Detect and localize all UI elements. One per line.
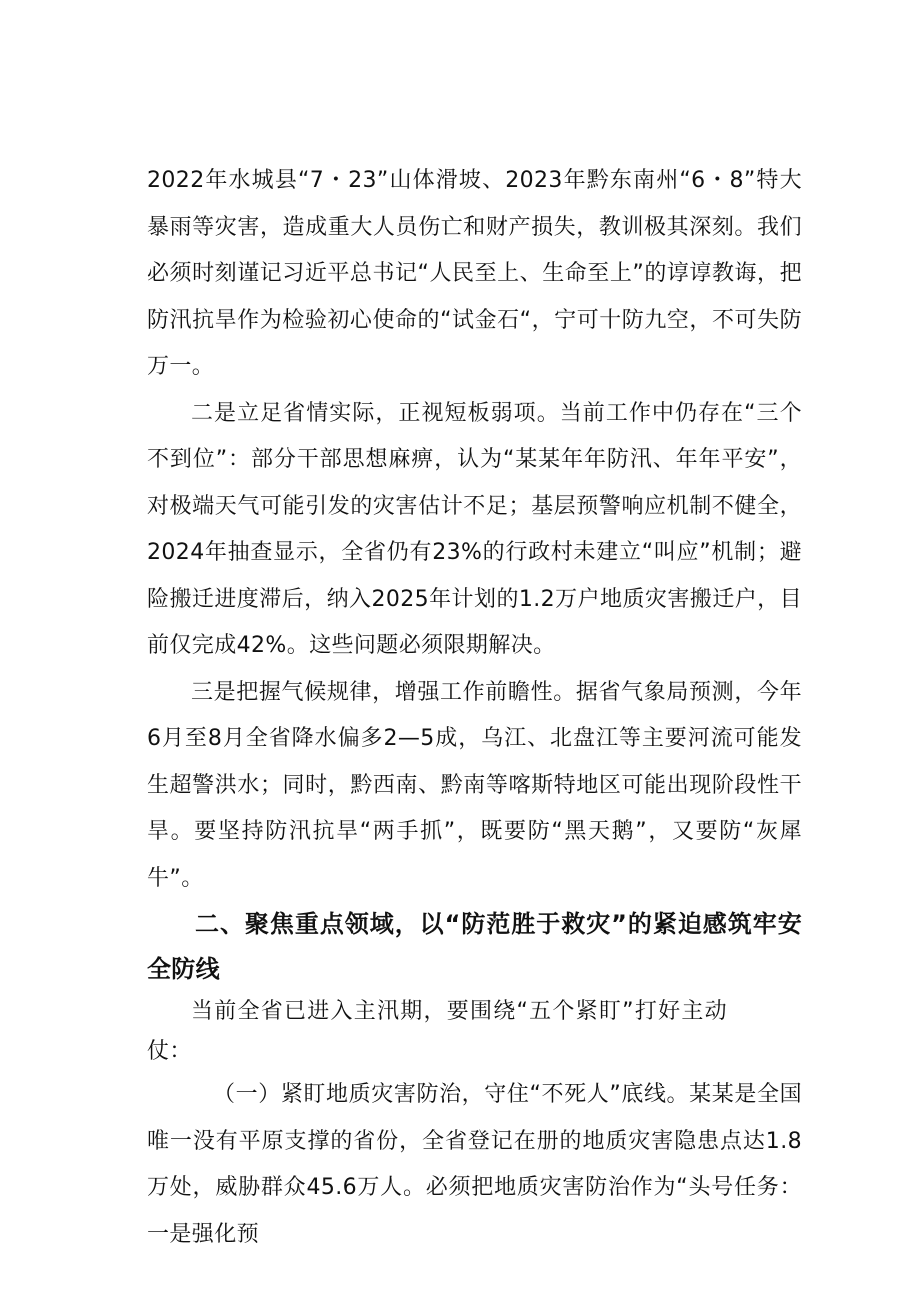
section-heading: 二、聚焦重点领域，以“防范胜于救灾”的紧迫感筑牢安全防线 [147,910,802,983]
paragraph-intro: 当前全省已进入主汛期，要围绕“五个紧盯”打好主动仗： [147,999,727,1064]
document-body [147,158,802,1258]
paragraph-disaster-lessons: 2022年水城县“7・23”山体滑坡、2023年黔东南州“6・8”特大暴雨等灾害，造成重大人员伤亡和财产损失，教训极其深刻。我们必须时刻谨记习近平总书记“人民至上、生命至上”的谆谆教诲，把防汛抗旱作为检验初心使命的“试金石“，宁可十防九空，不可失防万一。 [147,168,802,379]
paragraph-subsection-geology: （一）紧盯地质灾害防治，守住“不死人”底线。某某是全国唯一没有平原支撑的省份，全省登记在册的地质灾害隐患点达1.8万处，威胁群众45.6万人。必须把地质灾害防治作为“头号任务：一是强化预 [147,1082,802,1247]
paragraph-climate-forecast: 三是把握气候规律，增强工作前瞻性。据省气象局预测，今年6月至8月全省降水偏多2—5成，乌江、北盘江等主要河流可能发生超警洪水；同时，黔西南、黔南等喀斯特地区可能出现阶段性干旱。要坚持防汛抗旱“两手抓”，既要防“黑天鹅”，又要防“灰犀牛”。 [147,679,802,891]
paragraph-shortcomings: 二是立足省情实际，正视短板弱项。当前工作中仍存在“三个不到位”：部分干部思想麻痹，认为“某某年年防汛、年年平安”，对极端天气可能引发的灾害估计不足；基层预警响应机制不健全，2024年抽查显示，全省仍有23%的行政村未建立“叫应”机制；避险搬迁进度滞后，纳入2025年计划的1.2万户地质灾害搬迁户，目前仅完成42%。这些问题必须限期解决。 [147,400,802,658]
